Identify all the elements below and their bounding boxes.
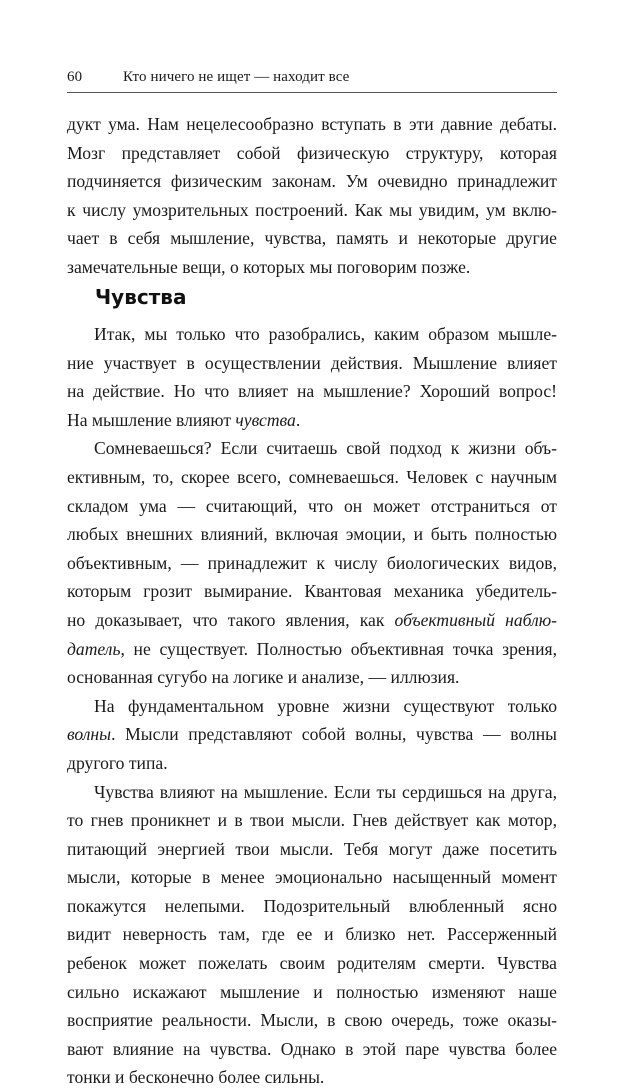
text-line: Итак, мы только что разобрались, каким образом мышле- [94, 324, 557, 344]
text-line: видит неверность там, где ее и близко нет. Рассерженный [67, 924, 557, 945]
text-line: ективным, то, скорее всего, сомневаешься. Человек с научным [67, 466, 557, 487]
text-line: Мозг представляет собой физическую структуру, которая [67, 142, 557, 163]
text-line: дукт ума. Нам нецелесообразно вступать в эти давние дебаты. [67, 114, 557, 134]
section-body [67, 320, 557, 1092]
emphasis-feelings: чувства [235, 409, 296, 430]
text-line: Чувства влияют на мышление. Если ты сердишься на друга, [94, 781, 557, 802]
section-heading: Чувства [95, 285, 187, 309]
text-line: питающий энергией твои мысли. Тебя могут даже посетить [67, 838, 557, 859]
text-line: другого типа. [67, 752, 168, 773]
text-line: подчиняется физическим законам. Ум очевидно принадлежит [67, 171, 557, 192]
text-line: ребенок может пожелать своим родителям смерти. Чувства [67, 953, 557, 974]
text-line: к числу умозрительных построений. Как мы увидим, ум вклю- [67, 199, 557, 220]
intro-paragraph [67, 110, 557, 282]
text-line: сильно искажают мышление и полностью изменяют наше [67, 981, 557, 1002]
text-line: ние участвует в осуществлении действия. Мышление влияет [67, 352, 557, 373]
text-line: но доказывает, что такого явления, как объективный наблю- [67, 609, 557, 630]
emphasis-objective-observer: объективный наблю- [394, 609, 557, 630]
text-line: мысли, которые в менее эмоционально насыщенный момент [67, 867, 557, 888]
header-rule [67, 92, 557, 93]
text-line: На мышление влияют чувства. [67, 409, 301, 430]
text-line: восприятие реальности. Мысли, в свою очередь, тоже оказы- [67, 1010, 557, 1031]
text-line: покажутся нелепыми. Подозрительный влюбленный ясно [67, 895, 557, 916]
text-line: чает в себя мышление, чувства, память и некоторые другие [67, 228, 557, 249]
text-line: волны. Мысли представляют собой волны, чувства — волны [67, 724, 557, 745]
text-line: любых внешних влияний, включая эмоции, и быть полностью [67, 524, 557, 545]
text-line: которым грозит вымирание. Квантовая механика убедитель- [67, 581, 557, 602]
text-line: На фундаментальном уровне жизни существуют только [94, 695, 557, 716]
running-header [67, 66, 557, 88]
text-line: тонки и бесконечно более сильны. [67, 1067, 325, 1088]
text-line: вают влияние на чувства. Однако в этой паре чувства более [67, 1038, 557, 1059]
text-line: на действие. Но что влияет на мышление? Хороший вопрос! [67, 381, 557, 402]
emphasis-observer-end: датель [67, 638, 121, 659]
text-line: объективным, — принадлежит к числу биологических видов, [67, 552, 557, 573]
text-line: то гнев проникнет и в твои мысли. Гнев действует как мотор, [67, 810, 557, 831]
text-line: складом ума — считающий, что он может отстраниться от [67, 495, 557, 516]
text-line: основанная сугубо на логике и анализе, — иллюзия. [67, 667, 460, 688]
page-number: 60 [67, 69, 83, 85]
text-line: датель, не существует. Полностью объективная точка зрения, [67, 638, 557, 659]
emphasis-waves: волны [67, 724, 112, 745]
text-line: замечательные вещи, о которых мы поговорим позже. [67, 256, 471, 277]
running-title: Кто ничего не ищет — находит все [123, 69, 350, 85]
text-line: Сомневаешься? Если считаешь свой подход к жизни объ- [94, 438, 557, 459]
